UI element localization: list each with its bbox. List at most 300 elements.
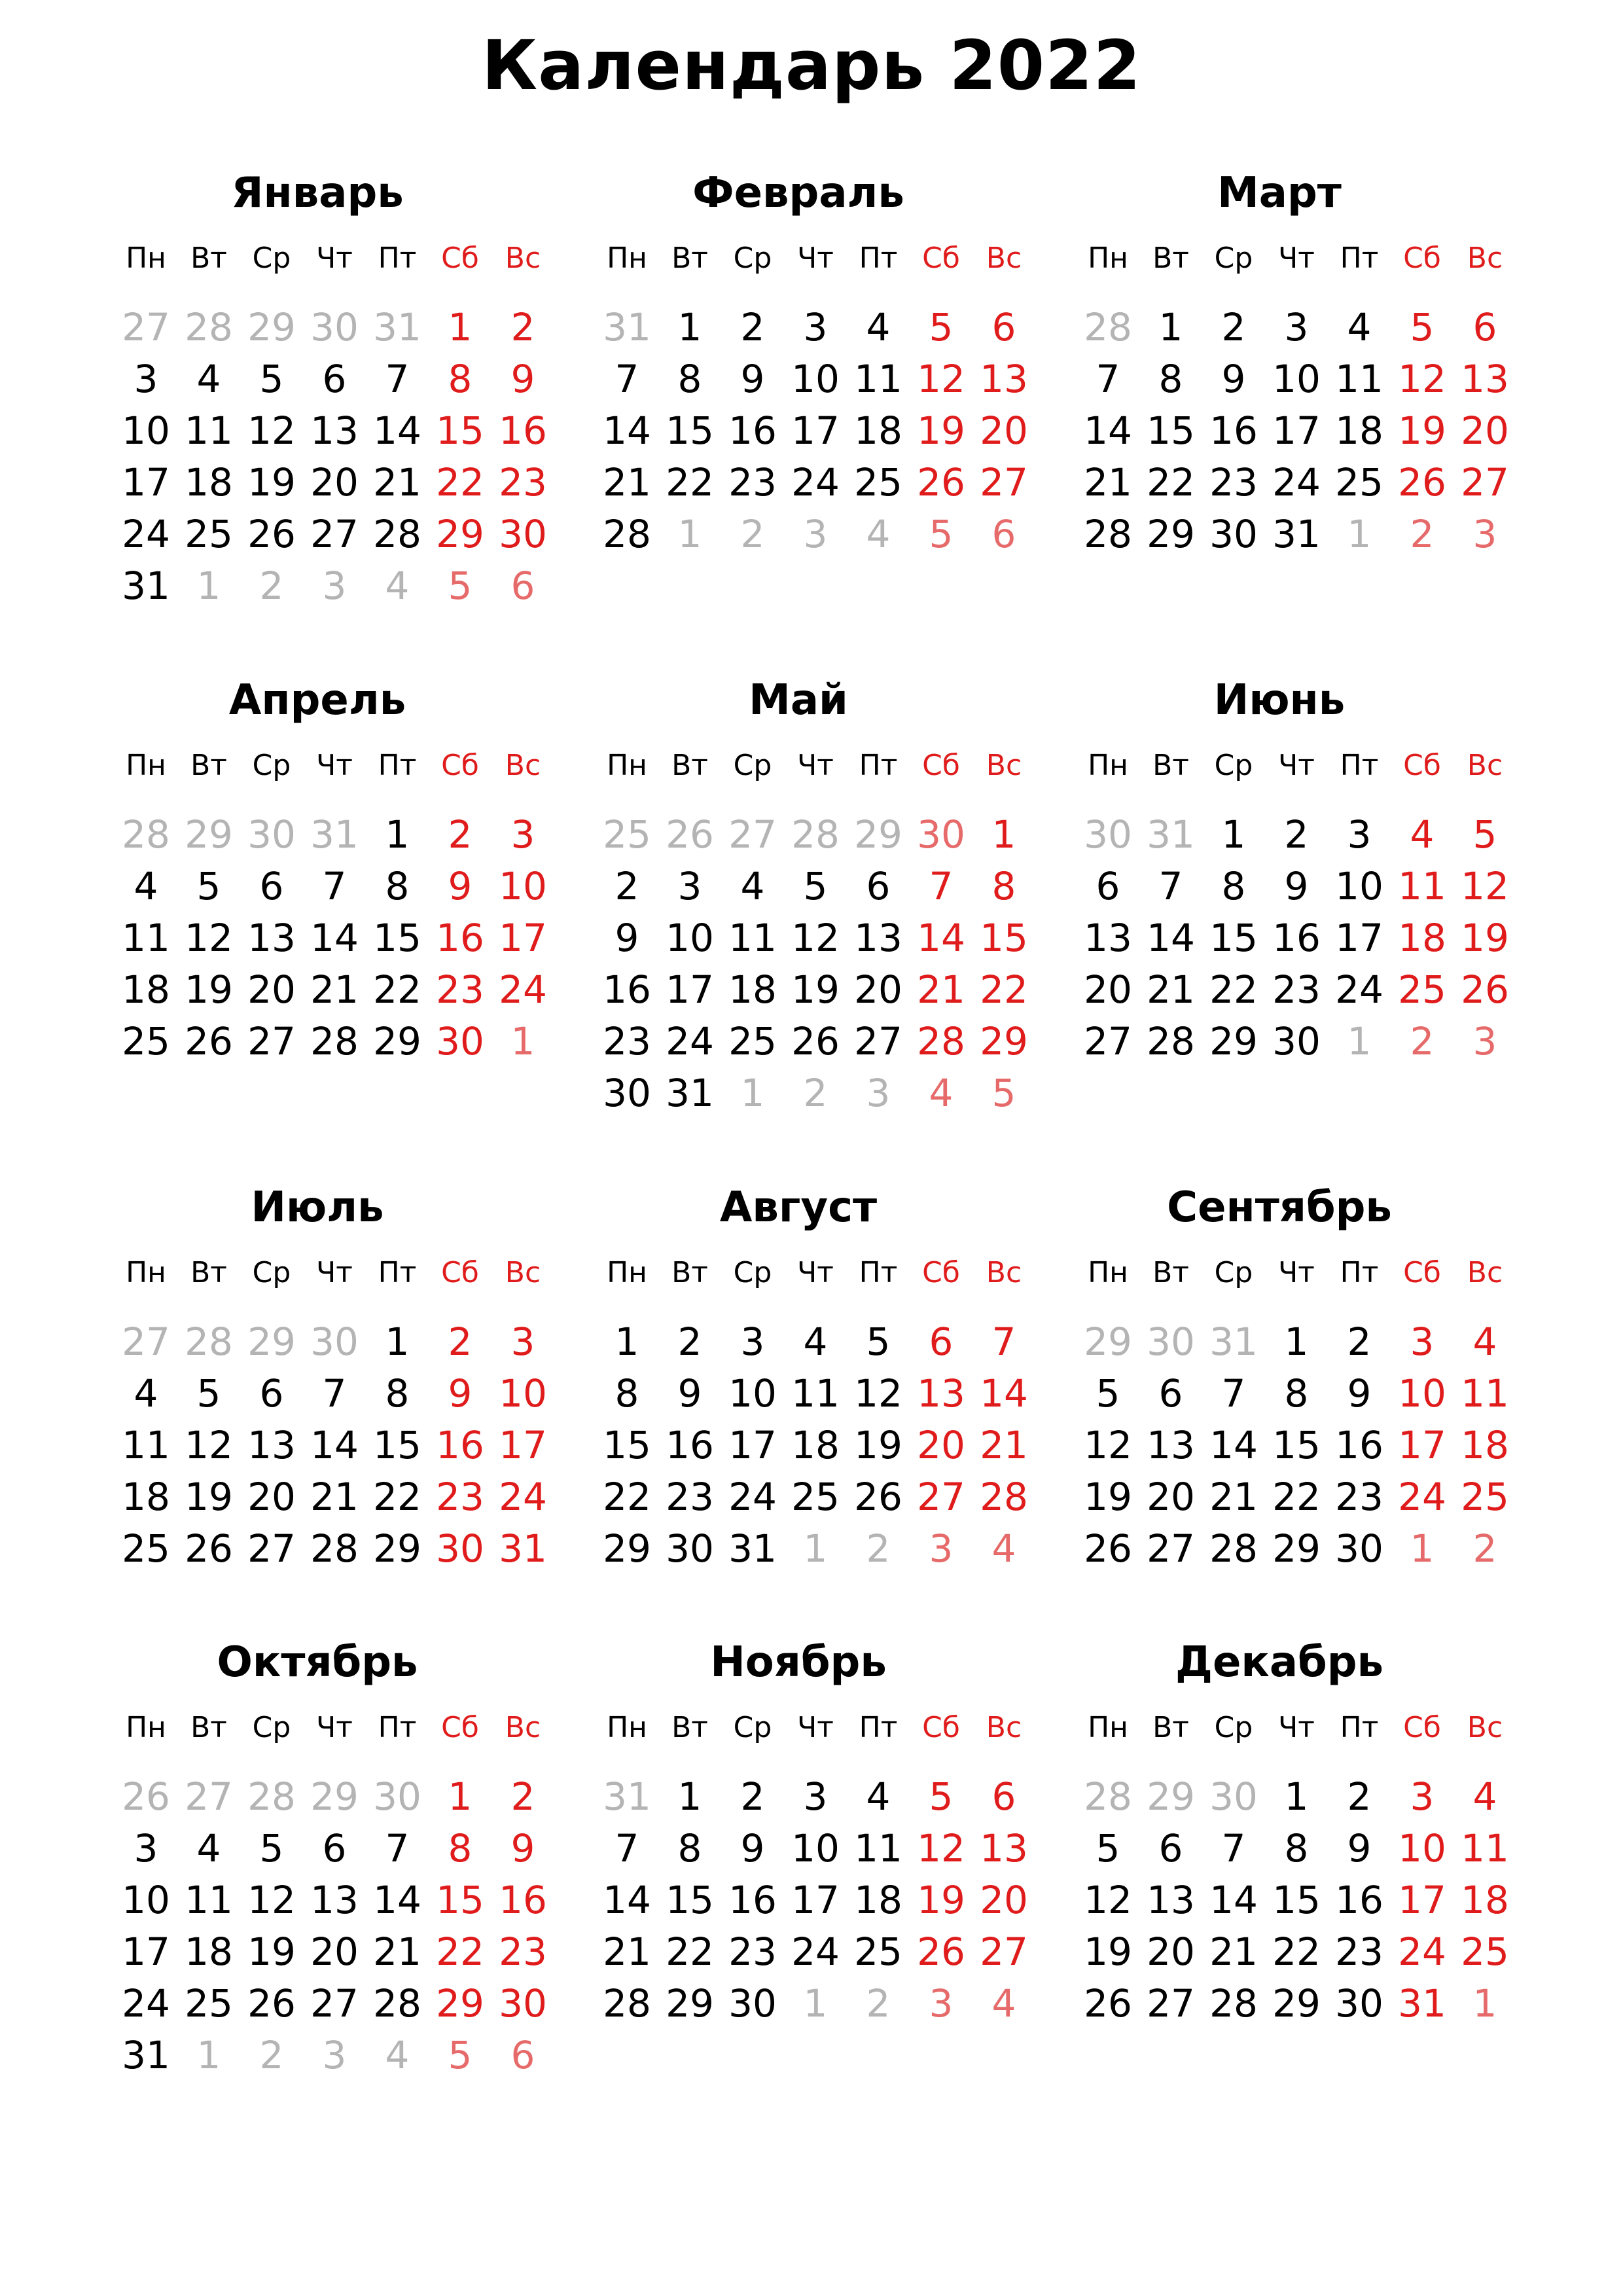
day-cell: 1 xyxy=(1221,812,1246,857)
day-cell: 14 xyxy=(1209,1878,1258,1922)
adjacent-month-day: 30 xyxy=(1084,812,1132,857)
day-cell: 3 xyxy=(1410,1774,1435,1819)
day-cell: 17 xyxy=(1272,408,1321,453)
adjacent-month-day: 29 xyxy=(310,1774,359,1819)
day-cell: 10 xyxy=(791,1826,840,1871)
weekday-label: Сб xyxy=(922,1256,960,1289)
month-name: Июнь xyxy=(1213,676,1346,725)
day-cell: 2 xyxy=(510,1774,535,1819)
day-cell: 19 xyxy=(247,1929,296,1974)
day-cell: 29 xyxy=(436,512,484,556)
day-cell: 26 xyxy=(1084,1526,1132,1571)
day-cell: 31 xyxy=(122,2033,170,2077)
day-cell: 25 xyxy=(1335,460,1383,505)
weekday-label: Сб xyxy=(922,1711,960,1744)
day-cell: 7 xyxy=(322,1371,347,1416)
weekday-label: Ср xyxy=(1214,749,1253,782)
weekday-label: Пн xyxy=(126,1256,166,1289)
day-cell: 20 xyxy=(247,1475,296,1519)
weekday-label: Чт xyxy=(797,242,834,275)
day-cell: 10 xyxy=(728,1371,777,1416)
day-cell: 1 xyxy=(677,1774,702,1819)
day-cell: 8 xyxy=(448,1826,473,1871)
day-cell: 22 xyxy=(436,460,484,505)
day-cell: 20 xyxy=(917,1423,965,1467)
day-cell: 19 xyxy=(854,1423,902,1467)
day-cell: 10 xyxy=(499,1371,547,1416)
day-cell: 26 xyxy=(1084,1981,1132,2026)
adjacent-month-day: 2 xyxy=(803,1071,828,1115)
weekday-label: Пт xyxy=(378,1711,417,1744)
day-cell: 3 xyxy=(1347,812,1372,857)
day-cell: 9 xyxy=(448,1371,473,1416)
day-cell: 19 xyxy=(1084,1929,1132,1974)
weekday-label: Ср xyxy=(1214,242,1253,275)
weekday-label: Пт xyxy=(859,242,898,275)
day-cell: 5 xyxy=(1096,1826,1120,1871)
day-cell: 21 xyxy=(373,1929,421,1974)
adjacent-month-day: 30 xyxy=(310,1319,359,1364)
day-cell: 11 xyxy=(122,916,170,960)
day-cell: 1 xyxy=(385,812,410,857)
day-cell: 7 xyxy=(322,864,347,908)
weekday-label: Вт xyxy=(671,242,708,275)
day-cell: 25 xyxy=(185,1981,233,2026)
day-cell: 25 xyxy=(185,512,233,556)
adjacent-month-day: 1 xyxy=(740,1071,765,1115)
day-cell: 10 xyxy=(122,408,170,453)
adjacent-month-day: 29 xyxy=(1084,1319,1132,1364)
day-cell: 16 xyxy=(728,408,777,453)
adjacent-month-day: 1 xyxy=(196,564,221,608)
day-cell: 19 xyxy=(185,967,233,1012)
weekday-label: Пт xyxy=(859,749,898,782)
day-cell: 29 xyxy=(373,1526,421,1571)
weekday-label: Пн xyxy=(1088,1256,1128,1289)
adjacent-month-day: 30 xyxy=(247,812,296,857)
day-cell: 16 xyxy=(499,408,547,453)
day-cell: 9 xyxy=(1284,864,1309,908)
adjacent-month-day: 5 xyxy=(929,512,954,556)
adjacent-month-day: 31 xyxy=(310,812,359,857)
day-cell: 28 xyxy=(917,1019,965,1064)
day-cell: 8 xyxy=(677,1826,702,1871)
weekday-label: Пт xyxy=(1340,1711,1379,1744)
weekday-label: Вс xyxy=(505,242,541,275)
day-cell: 24 xyxy=(791,1929,840,1974)
day-cell: 2 xyxy=(448,1319,473,1364)
day-cell: 17 xyxy=(122,1929,170,1974)
month-name: Февраль xyxy=(692,169,904,217)
day-cell: 5 xyxy=(929,305,954,350)
day-cell: 2 xyxy=(740,1774,765,1819)
day-cell: 6 xyxy=(991,1774,1016,1819)
day-cell: 27 xyxy=(1147,1526,1195,1571)
day-cell: 24 xyxy=(122,1981,170,2026)
day-cell: 13 xyxy=(1084,916,1132,960)
weekday-label: Ср xyxy=(252,242,291,275)
day-cell: 20 xyxy=(310,1929,359,1974)
day-cell: 18 xyxy=(791,1423,840,1467)
weekday-label: Вс xyxy=(1467,1711,1503,1744)
adjacent-month-day: 26 xyxy=(666,812,714,857)
weekday-label: Ср xyxy=(252,1256,291,1289)
day-cell: 14 xyxy=(310,916,359,960)
weekday-label: Пн xyxy=(1088,749,1128,782)
adjacent-month-day: 1 xyxy=(1410,1526,1435,1571)
adjacent-month-day: 2 xyxy=(1472,1526,1497,1571)
day-cell: 3 xyxy=(1410,1319,1435,1364)
day-cell: 2 xyxy=(740,305,765,350)
day-cell: 14 xyxy=(1209,1423,1258,1467)
day-cell: 9 xyxy=(448,864,473,908)
day-cell: 15 xyxy=(436,408,484,453)
day-cell: 16 xyxy=(436,916,484,960)
day-cell: 23 xyxy=(499,460,547,505)
day-cell: 14 xyxy=(917,916,965,960)
weekday-label: Пн xyxy=(126,749,166,782)
adjacent-month-day: 3 xyxy=(929,1981,954,2026)
day-cell: 28 xyxy=(373,1981,421,2026)
day-cell: 16 xyxy=(728,1878,777,1922)
weekday-label: Сб xyxy=(441,1256,479,1289)
day-cell: 21 xyxy=(1084,460,1132,505)
day-cell: 23 xyxy=(666,1475,714,1519)
day-cell: 26 xyxy=(791,1019,840,1064)
weekday-label: Пт xyxy=(1340,242,1379,275)
day-cell: 15 xyxy=(666,408,714,453)
weekday-label: Вт xyxy=(671,1711,708,1744)
day-cell: 21 xyxy=(1147,967,1195,1012)
day-cell: 21 xyxy=(917,967,965,1012)
weekday-label: Чт xyxy=(316,1256,353,1289)
adjacent-month-day: 1 xyxy=(677,512,702,556)
day-cell: 27 xyxy=(854,1019,902,1064)
weekday-label: Пт xyxy=(1340,749,1379,782)
day-cell: 8 xyxy=(1284,1826,1309,1871)
weekday-label: Пн xyxy=(607,1256,647,1289)
day-cell: 12 xyxy=(791,916,840,960)
day-cell: 6 xyxy=(1472,305,1497,350)
day-cell: 28 xyxy=(1209,1526,1258,1571)
day-cell: 24 xyxy=(791,460,840,505)
day-cell: 3 xyxy=(803,1774,828,1819)
day-cell: 9 xyxy=(677,1371,702,1416)
day-cell: 12 xyxy=(917,357,965,401)
day-cell: 12 xyxy=(247,408,296,453)
day-cell: 27 xyxy=(980,1929,1028,1974)
day-cell: 7 xyxy=(1096,357,1120,401)
day-cell: 23 xyxy=(436,1475,484,1519)
day-cell: 1 xyxy=(677,305,702,350)
day-cell: 29 xyxy=(1209,1019,1258,1064)
day-cell: 19 xyxy=(1398,408,1446,453)
day-cell: 15 xyxy=(1147,408,1195,453)
day-cell: 22 xyxy=(1272,1475,1321,1519)
adjacent-month-day: 4 xyxy=(385,2033,410,2077)
adjacent-month-day: 28 xyxy=(247,1774,296,1819)
day-cell: 16 xyxy=(436,1423,484,1467)
weekday-label: Пт xyxy=(378,1256,417,1289)
weekday-label: Ср xyxy=(252,749,291,782)
day-cell: 14 xyxy=(980,1371,1028,1416)
day-cell: 9 xyxy=(1347,1371,1372,1416)
day-cell: 17 xyxy=(499,1423,547,1467)
month-name: Июль xyxy=(251,1183,384,1232)
day-cell: 2 xyxy=(677,1319,702,1364)
adjacent-month-day: 30 xyxy=(1147,1319,1195,1364)
day-cell: 7 xyxy=(1221,1826,1246,1871)
day-cell: 1 xyxy=(1284,1774,1309,1819)
day-cell: 11 xyxy=(854,357,902,401)
day-cell: 25 xyxy=(728,1019,777,1064)
day-cell: 20 xyxy=(1461,408,1509,453)
day-cell: 29 xyxy=(666,1981,714,2026)
weekday-label: Пн xyxy=(126,1711,166,1744)
weekday-label: Вт xyxy=(1152,1711,1189,1744)
weekday-label: Вт xyxy=(1152,749,1189,782)
weekday-label: Ср xyxy=(252,1711,291,1744)
weekday-label: Чт xyxy=(316,242,353,275)
day-cell: 8 xyxy=(1158,357,1183,401)
day-cell: 30 xyxy=(666,1526,714,1571)
adjacent-month-day: 31 xyxy=(373,305,421,350)
month-name: Октябрь xyxy=(217,1638,418,1687)
day-cell: 12 xyxy=(1461,864,1509,908)
weekday-label: Чт xyxy=(1278,242,1315,275)
adjacent-month-day: 30 xyxy=(917,812,965,857)
day-cell: 27 xyxy=(917,1475,965,1519)
day-cell: 27 xyxy=(1084,1019,1132,1064)
adjacent-month-day: 6 xyxy=(991,512,1016,556)
day-cell: 10 xyxy=(1398,1826,1446,1871)
day-cell: 21 xyxy=(1209,1475,1258,1519)
adjacent-month-day: 28 xyxy=(791,812,840,857)
day-cell: 25 xyxy=(854,1929,902,1974)
weekday-label: Сб xyxy=(441,1711,479,1744)
day-cell: 2 xyxy=(1284,812,1309,857)
day-cell: 19 xyxy=(1084,1475,1132,1519)
day-cell: 28 xyxy=(373,512,421,556)
day-cell: 24 xyxy=(728,1475,777,1519)
adjacent-month-day: 2 xyxy=(866,1981,891,2026)
day-cell: 7 xyxy=(1221,1371,1246,1416)
day-cell: 28 xyxy=(603,1981,651,2026)
weekday-label: Вс xyxy=(505,1711,541,1744)
weekday-label: Вт xyxy=(1152,242,1189,275)
day-cell: 23 xyxy=(1272,967,1321,1012)
weekday-label: Пт xyxy=(378,242,417,275)
day-cell: 4 xyxy=(1472,1319,1497,1364)
day-cell: 18 xyxy=(185,460,233,505)
day-cell: 16 xyxy=(499,1878,547,1922)
day-cell: 2 xyxy=(448,812,473,857)
adjacent-month-day: 28 xyxy=(1084,305,1132,350)
adjacent-month-day: 29 xyxy=(854,812,902,857)
day-cell: 12 xyxy=(185,916,233,960)
day-cell: 14 xyxy=(373,1878,421,1922)
day-cell: 2 xyxy=(1347,1319,1372,1364)
day-cell: 3 xyxy=(740,1319,765,1364)
weekday-label: Чт xyxy=(316,749,353,782)
adjacent-month-day: 1 xyxy=(1347,512,1372,556)
day-cell: 21 xyxy=(603,1929,651,1974)
day-cell: 18 xyxy=(122,1475,170,1519)
day-cell: 13 xyxy=(854,916,902,960)
day-cell: 23 xyxy=(499,1929,547,1974)
day-cell: 19 xyxy=(1461,916,1509,960)
day-cell: 10 xyxy=(122,1878,170,1922)
weekday-label: Вт xyxy=(190,749,227,782)
weekday-label: Пн xyxy=(1088,1711,1128,1744)
day-cell: 6 xyxy=(929,1319,954,1364)
day-cell: 16 xyxy=(1209,408,1258,453)
day-cell: 8 xyxy=(991,864,1016,908)
day-cell: 17 xyxy=(122,460,170,505)
day-cell: 7 xyxy=(929,864,954,908)
weekday-label: Сб xyxy=(1403,1256,1441,1289)
day-cell: 28 xyxy=(1209,1981,1258,2026)
adjacent-month-day: 3 xyxy=(866,1071,891,1115)
day-cell: 21 xyxy=(310,1475,359,1519)
day-cell: 3 xyxy=(510,1319,535,1364)
day-cell: 5 xyxy=(1096,1371,1120,1416)
day-cell: 5 xyxy=(866,1319,891,1364)
day-cell: 11 xyxy=(1398,864,1446,908)
day-cell: 16 xyxy=(666,1423,714,1467)
day-cell: 6 xyxy=(322,1826,347,1871)
month-name: Август xyxy=(719,1183,878,1232)
day-cell: 15 xyxy=(373,1423,421,1467)
day-cell: 20 xyxy=(310,460,359,505)
month-name: Сентябрь xyxy=(1167,1183,1392,1232)
adjacent-month-day: 31 xyxy=(603,1774,651,1819)
day-cell: 11 xyxy=(185,1878,233,1922)
day-cell: 24 xyxy=(666,1019,714,1064)
day-cell: 4 xyxy=(134,864,158,908)
adjacent-month-day: 31 xyxy=(603,305,651,350)
page-title: Календарь 2022 xyxy=(482,26,1141,105)
day-cell: 12 xyxy=(854,1371,902,1416)
day-cell: 26 xyxy=(1461,967,1509,1012)
day-cell: 8 xyxy=(615,1371,639,1416)
day-cell: 11 xyxy=(122,1423,170,1467)
adjacent-month-day: 1 xyxy=(1472,1981,1497,2026)
day-cell: 9 xyxy=(1347,1826,1372,1871)
day-cell: 14 xyxy=(1147,916,1195,960)
day-cell: 26 xyxy=(854,1475,902,1519)
day-cell: 24 xyxy=(1398,1929,1446,1974)
day-cell: 4 xyxy=(1472,1774,1497,1819)
day-cell: 22 xyxy=(1209,967,1258,1012)
day-cell: 31 xyxy=(499,1526,547,1571)
weekday-label: Пн xyxy=(126,242,166,275)
day-cell: 10 xyxy=(1398,1371,1446,1416)
weekday-label: Вт xyxy=(190,1256,227,1289)
adjacent-month-day: 28 xyxy=(185,1319,233,1364)
adjacent-month-day: 27 xyxy=(185,1774,233,1819)
day-cell: 4 xyxy=(866,1774,891,1819)
day-cell: 6 xyxy=(259,1371,284,1416)
day-cell: 30 xyxy=(436,1019,484,1064)
day-cell: 27 xyxy=(247,1019,296,1064)
day-cell: 19 xyxy=(917,1878,965,1922)
adjacent-month-day: 31 xyxy=(1147,812,1195,857)
day-cell: 3 xyxy=(803,305,828,350)
adjacent-month-day: 3 xyxy=(929,1526,954,1571)
day-cell: 25 xyxy=(1461,1929,1509,1974)
day-cell: 4 xyxy=(803,1319,828,1364)
month-name: Май xyxy=(749,676,848,725)
day-cell: 7 xyxy=(385,1826,410,1871)
day-cell: 11 xyxy=(728,916,777,960)
day-cell: 3 xyxy=(1284,305,1309,350)
adjacent-month-day: 3 xyxy=(322,2033,347,2077)
day-cell: 13 xyxy=(980,1826,1028,1871)
weekday-label: Ср xyxy=(733,749,772,782)
day-cell: 20 xyxy=(1147,1475,1195,1519)
day-cell: 4 xyxy=(196,357,221,401)
weekday-label: Сб xyxy=(922,242,960,275)
adjacent-month-day: 28 xyxy=(122,812,170,857)
day-cell: 15 xyxy=(436,1878,484,1922)
weekday-label: Вт xyxy=(671,1256,708,1289)
day-cell: 18 xyxy=(1398,916,1446,960)
day-cell: 30 xyxy=(1335,1526,1383,1571)
weekday-label: Вс xyxy=(505,1256,541,1289)
adjacent-month-day: 29 xyxy=(247,305,296,350)
day-cell: 4 xyxy=(866,305,891,350)
weekday-label: Сб xyxy=(441,242,479,275)
day-cell: 4 xyxy=(196,1826,221,1871)
day-cell: 25 xyxy=(122,1019,170,1064)
adjacent-month-day: 5 xyxy=(448,564,473,608)
adjacent-month-day: 29 xyxy=(247,1319,296,1364)
day-cell: 22 xyxy=(1147,460,1195,505)
adjacent-month-day: 5 xyxy=(991,1071,1016,1115)
day-cell: 22 xyxy=(1272,1929,1321,1974)
day-cell: 18 xyxy=(728,967,777,1012)
adjacent-month-day: 28 xyxy=(1084,1774,1132,1819)
adjacent-month-day: 6 xyxy=(510,2033,535,2077)
day-cell: 4 xyxy=(740,864,765,908)
weekday-label: Пт xyxy=(859,1711,898,1744)
weekday-label: Сб xyxy=(1403,1711,1441,1744)
adjacent-month-day: 27 xyxy=(728,812,777,857)
day-cell: 14 xyxy=(603,1878,651,1922)
day-cell: 7 xyxy=(615,1826,639,1871)
weekday-label: Вт xyxy=(1152,1256,1189,1289)
weekday-label: Сб xyxy=(441,749,479,782)
day-cell: 30 xyxy=(603,1071,651,1115)
day-cell: 7 xyxy=(385,357,410,401)
day-cell: 17 xyxy=(791,1878,840,1922)
day-cell: 10 xyxy=(666,916,714,960)
adjacent-month-day: 31 xyxy=(1209,1319,1258,1364)
day-cell: 20 xyxy=(1147,1929,1195,1974)
weekday-label: Вс xyxy=(505,749,541,782)
adjacent-month-day: 3 xyxy=(1472,512,1497,556)
day-cell: 2 xyxy=(1221,305,1246,350)
month-name: Декабрь xyxy=(1175,1638,1383,1687)
day-cell: 5 xyxy=(196,1371,221,1416)
day-cell: 4 xyxy=(134,1371,158,1416)
day-cell: 2 xyxy=(615,864,639,908)
weekday-label: Пн xyxy=(607,1711,647,1744)
adjacent-month-day: 6 xyxy=(510,564,535,608)
day-cell: 4 xyxy=(1410,812,1435,857)
adjacent-month-day: 4 xyxy=(929,1071,954,1115)
